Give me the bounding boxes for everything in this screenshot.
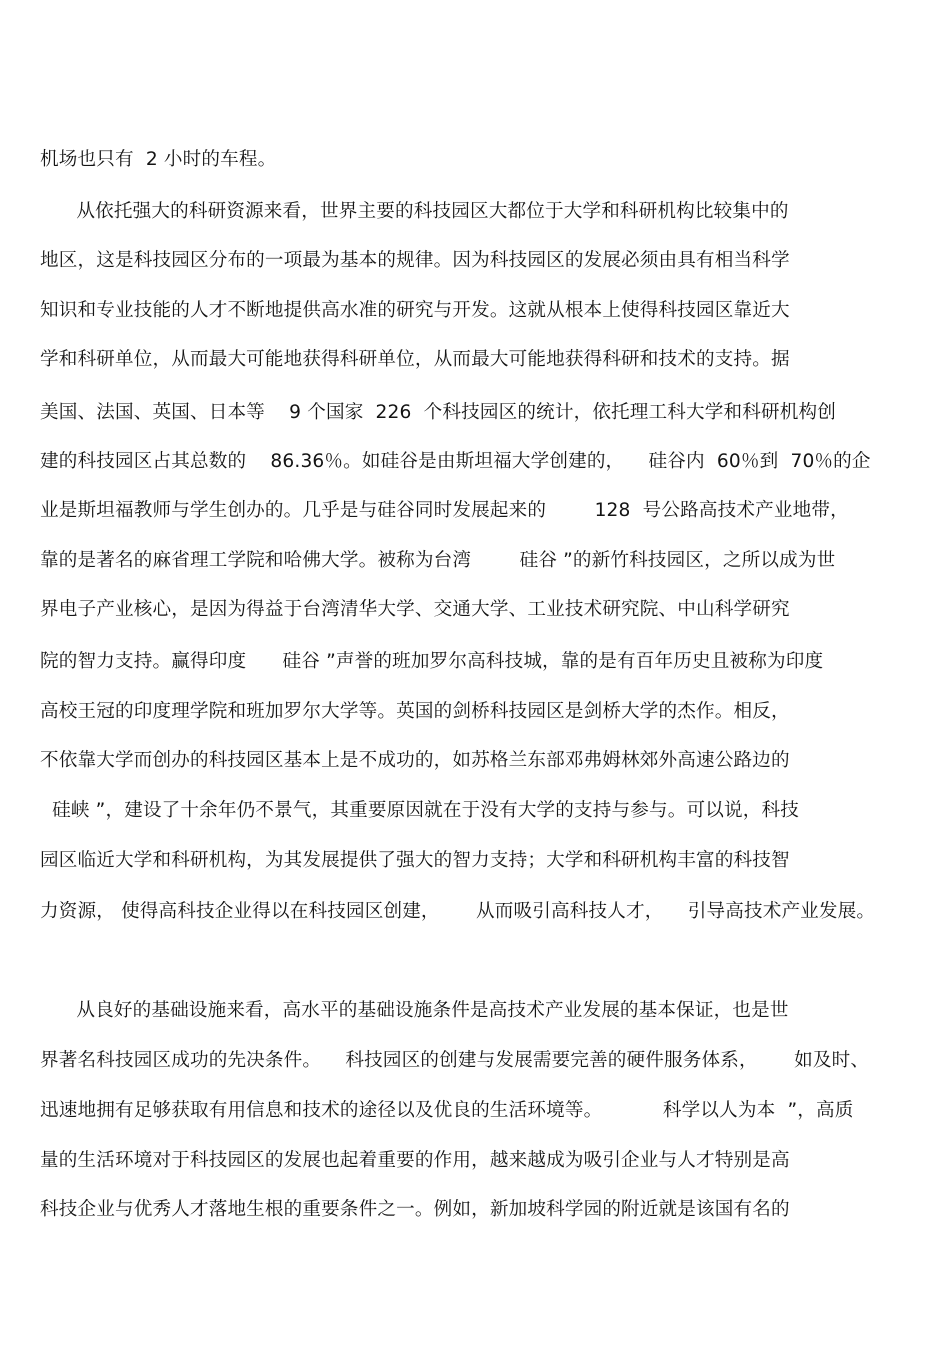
text-line: 靠的是著名的麻省理工学院和哈佛大学。被称为台湾 硅谷 ”的新竹科技园区，之所以成为世 [40, 550, 836, 571]
text-line: 力资源， 使得高科技企业得以在科技园区创建， 从而吸引高科技人才， 引导高技术产业发展。 [40, 901, 876, 922]
text-line: 机场也只有 2 小时的车程。 [40, 149, 277, 170]
text-line: 知识和专业技能的人才不断地提供高水准的研究与开发。这就从根本上使得科技园区靠近大 [40, 300, 790, 321]
text-line: 美国、法国、英国、日本等 9 个国家 226 个科技园区的统计，依托理工科大学和科研机构创 [40, 402, 836, 423]
text-line: 科技企业与优秀人才落地生根的重要条件之一。例如，新加坡科学园的附近就是该国有名的 [40, 1199, 790, 1220]
text-line: 院的智力支持。赢得印度 硅谷 ”声誉的班加罗尔高科技城，靠的是有百年历史且被称为印度 [40, 651, 824, 672]
text-line: 高校王冠的印度理学院和班加罗尔大学等。英国的剑桥科技园区是剑桥大学的杰作。相反， [40, 701, 790, 722]
text-line: 建的科技园区占其总数的 86.36％。如硅谷是由斯坦福大学创建的， 硅谷内 60％到 70％的企 [40, 451, 871, 472]
text-line: 界电子产业核心，是因为得益于台湾清华大学、交通大学、工业技术研究院、中山科学研究 [40, 599, 790, 620]
text-line: 界著名科技园区成功的先决条件。 科技园区的创建与发展需要完善的硬件服务体系， 如及时、 [40, 1050, 870, 1071]
text-line: 地区，这是科技园区分布的一项最为基本的规律。因为科技园区的发展必须由具有相当科学 [40, 250, 790, 271]
text-line: 硅峡 ”，建设了十余年仍不景气，其重要原因就在于没有大学的支持与参与。可以说，科技 [40, 800, 799, 821]
paragraph-start-line: 从良好的基础设施来看，高水平的基础设施条件是高技术产业发展的基本保证，也是世 [40, 1000, 789, 1021]
paragraph-start-line: 从依托强大的科研资源来看，世界主要的科技园区大都位于大学和科研机构比较集中的 [40, 201, 789, 222]
text-line: 量的生活环境对于科技园区的发展也起着重要的作用，越来越成为吸引企业与人才特别是高 [40, 1150, 790, 1171]
text-line: 迅速地拥有足够获取有用信息和技术的途径以及优良的生活环境等。 科学以人为本 ”，高质 [40, 1100, 854, 1121]
text-line: 不依靠大学而创办的科技园区基本上是不成功的，如苏格兰东部邓弗姆林郊外高速公路边的 [40, 750, 790, 771]
text-line: 学和科研单位，从而最大可能地获得科研单位，从而最大可能地获得科研和技术的支持。据 [40, 349, 790, 370]
text-line: 业是斯坦福教师与学生创办的。几乎是与硅谷同时发展起来的 128 号公路高技术产业地带， [40, 500, 849, 521]
text-line: 园区临近大学和科研机构，为其发展提供了强大的智力支持；大学和科研机构丰富的科技智 [40, 850, 790, 871]
